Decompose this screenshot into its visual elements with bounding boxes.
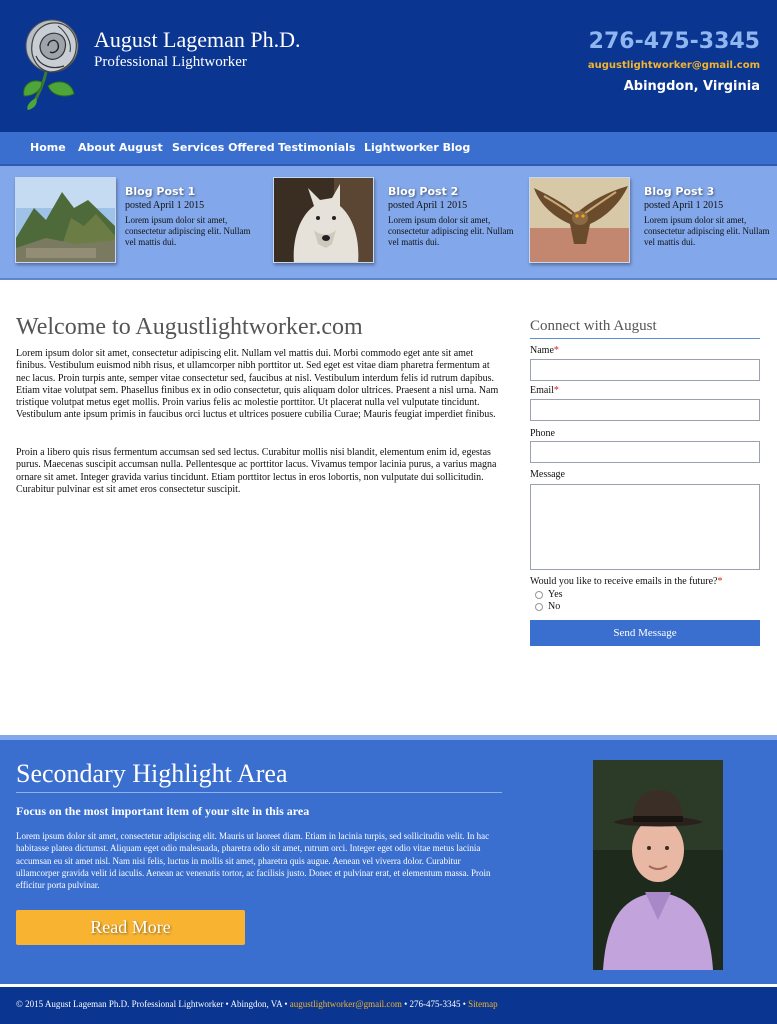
footer-sitemap-link[interactable]: Sitemap — [468, 999, 498, 1009]
rose-logo-icon[interactable] — [18, 16, 88, 110]
email-field[interactable] — [530, 399, 760, 421]
blog-post-excerpt: Lorem ipsum dolor sit amet, consectetur adipiscing elit. Nullam vel mattis dui. — [388, 215, 514, 247]
nav-item-home[interactable]: Home — [30, 141, 66, 154]
blog-post-excerpt: Lorem ipsum dolor sit amet, consectetur adipiscing elit. Nullam vel mattis dui. — [644, 215, 770, 247]
blog-post-title[interactable]: Blog Post 2 — [388, 185, 459, 198]
blog-post-title[interactable]: Blog Post 3 — [644, 185, 715, 198]
header-phone[interactable]: 276-475-3345 — [588, 29, 760, 54]
nav-item-blog[interactable]: Lightworker Blog — [364, 141, 471, 154]
blog-post-card[interactable] — [15, 177, 250, 263]
site-tagline: Professional Lightworker — [94, 54, 247, 70]
radio-no-label: No — [548, 601, 561, 612]
content-paragraph: Lorem ipsum dolor sit amet, consectetur adipiscing elit. Nullam vel mattis dui. Morbi commodo eget ante sit amet finibus. Vestibulum euismod nibh risus, et ullamcorper nibh porttitor ut. Sed eget est vitae diam pharetra fermentum at nec lacus. Proin turpis ante, semper vitae consectetur sed, faucibus at nisl. Vestibulum interdum felis id rutrum dapibus. Etiam vitae volutpat sem. Phasellus finibus ex in odio consectetur, quis aliquam dolor ultrices. Praesent a nisl urna. Nam tristique volutpat metus eget mollis. Proin varius felis ac molestie porttitor. Ut placerat nulla vel vulputate tincidunt. Vestibulum ante ipsum primis in faucibus orci luctus et ultrices posuere cubilia Curae; Mauris feugiat imperdiet finibus. — [16, 348, 499, 421]
blog-post-title[interactable]: Blog Post 1 — [125, 185, 196, 198]
read-more-button[interactable]: Read More — [16, 910, 245, 945]
blog-post-card[interactable] — [273, 177, 514, 263]
site-header — [0, 0, 777, 132]
name-field[interactable] — [530, 359, 760, 381]
site-footer — [0, 984, 777, 1024]
blog-post-thumbnail[interactable] — [529, 177, 630, 263]
nav-item-about[interactable]: About August — [78, 141, 163, 154]
name-label: Name* — [530, 345, 559, 356]
header-email-link[interactable]: augustlightworker@gmail.com — [587, 60, 760, 71]
blog-post-date: posted April 1 2015 — [388, 200, 468, 211]
blog-post-excerpt: Lorem ipsum dolor sit amet, consectetur adipiscing elit. Nullam vel mattis dui. — [125, 215, 251, 247]
nav-item-services[interactable]: Services Offered — [172, 141, 275, 154]
content-paragraph: Proin a libero quis risus fermentum accumsan sed sed lectus. Curabitur mollis nisi blandit, elementum enim id, egestas purus. Maecenas suscipit accumsan nulla. Pellentesque ac porttitor lacus. Vivamus tempor lacinia purus, a varius magna ornare sit amet. Integer gravida varius tincidunt. Etiam porttitor lectus in eros lobortis, non vulputate dui sollicitudin. Curabitur pulvinar est sit amet eros consectetur suscipit. — [16, 447, 497, 495]
blog-post-date: posted April 1 2015 — [644, 200, 724, 211]
radio-yes-label: Yes — [548, 589, 563, 600]
footer-phone: • 276-475-3345 • — [401, 999, 469, 1009]
phone-label: Phone — [530, 428, 555, 439]
page-title: Welcome to Augustlightworker.com — [16, 314, 363, 340]
blog-post-thumbnail[interactable] — [273, 177, 374, 263]
header-location: Abingdon, Virginia — [623, 79, 760, 94]
footer-email-link[interactable]: augustlightworker@gmail.com — [289, 999, 402, 1009]
nav-item-testimonials[interactable]: Testimonials — [278, 141, 356, 154]
send-message-button[interactable]: Send Message — [530, 620, 760, 646]
phone-field[interactable] — [530, 441, 760, 463]
secondary-title: Secondary Highlight Area — [16, 758, 502, 793]
site-name[interactable]: August Lageman Ph.D. — [94, 27, 301, 52]
radio-no[interactable] — [535, 601, 655, 613]
portrait-photo — [593, 760, 723, 970]
contact-form-title: Connect with August — [530, 316, 760, 339]
blog-post-date: posted April 1 2015 — [125, 200, 205, 211]
footer-copyright: © 2015 August Lageman Ph.D. Professional Lightworker • Abingdon, VA • — [16, 999, 290, 1009]
radio-circle-icon[interactable] — [535, 591, 543, 599]
email-optin-question: Would you like to receive emails in the future?* — [530, 576, 723, 587]
radio-circle-icon[interactable] — [535, 603, 543, 611]
blog-post-card[interactable] — [529, 177, 770, 263]
main-nav — [0, 132, 777, 166]
message-label: Message — [530, 469, 565, 480]
email-label: Email* — [530, 385, 559, 396]
message-field[interactable] — [530, 484, 760, 570]
blog-strip — [0, 166, 777, 280]
radio-yes[interactable] — [535, 589, 655, 601]
blog-post-thumbnail[interactable] — [15, 177, 116, 263]
footer-line — [16, 998, 498, 1010]
secondary-highlight-area — [0, 735, 777, 984]
secondary-subtitle: Focus on the most important item of your site in this area — [16, 804, 310, 818]
secondary-text: Lorem ipsum dolor sit amet, consectetur adipiscing elit. Mauris ut laoreet diam. Etiam in lacinia turpis, sed sollicitudin velit. In hac habitasse platea dictumst. Aliquam eget odio malesuada, pharetra odio sit amet, rutrum orci. Integer eget odio vitae metus lacinia accumsan eu sit amet nisl. Nam nisi felis, luctus in mollis sit amet, pharetra quis augue. Aenean vel viverra dolor. Curabitur ullamcorper gravida velit id iaculis. Aenean ac venenatis tortor, ac facilisis justo. Donec et pulvinar erat, et elementum massa. Proin efficitur porta pulvinar. — [16, 831, 491, 891]
